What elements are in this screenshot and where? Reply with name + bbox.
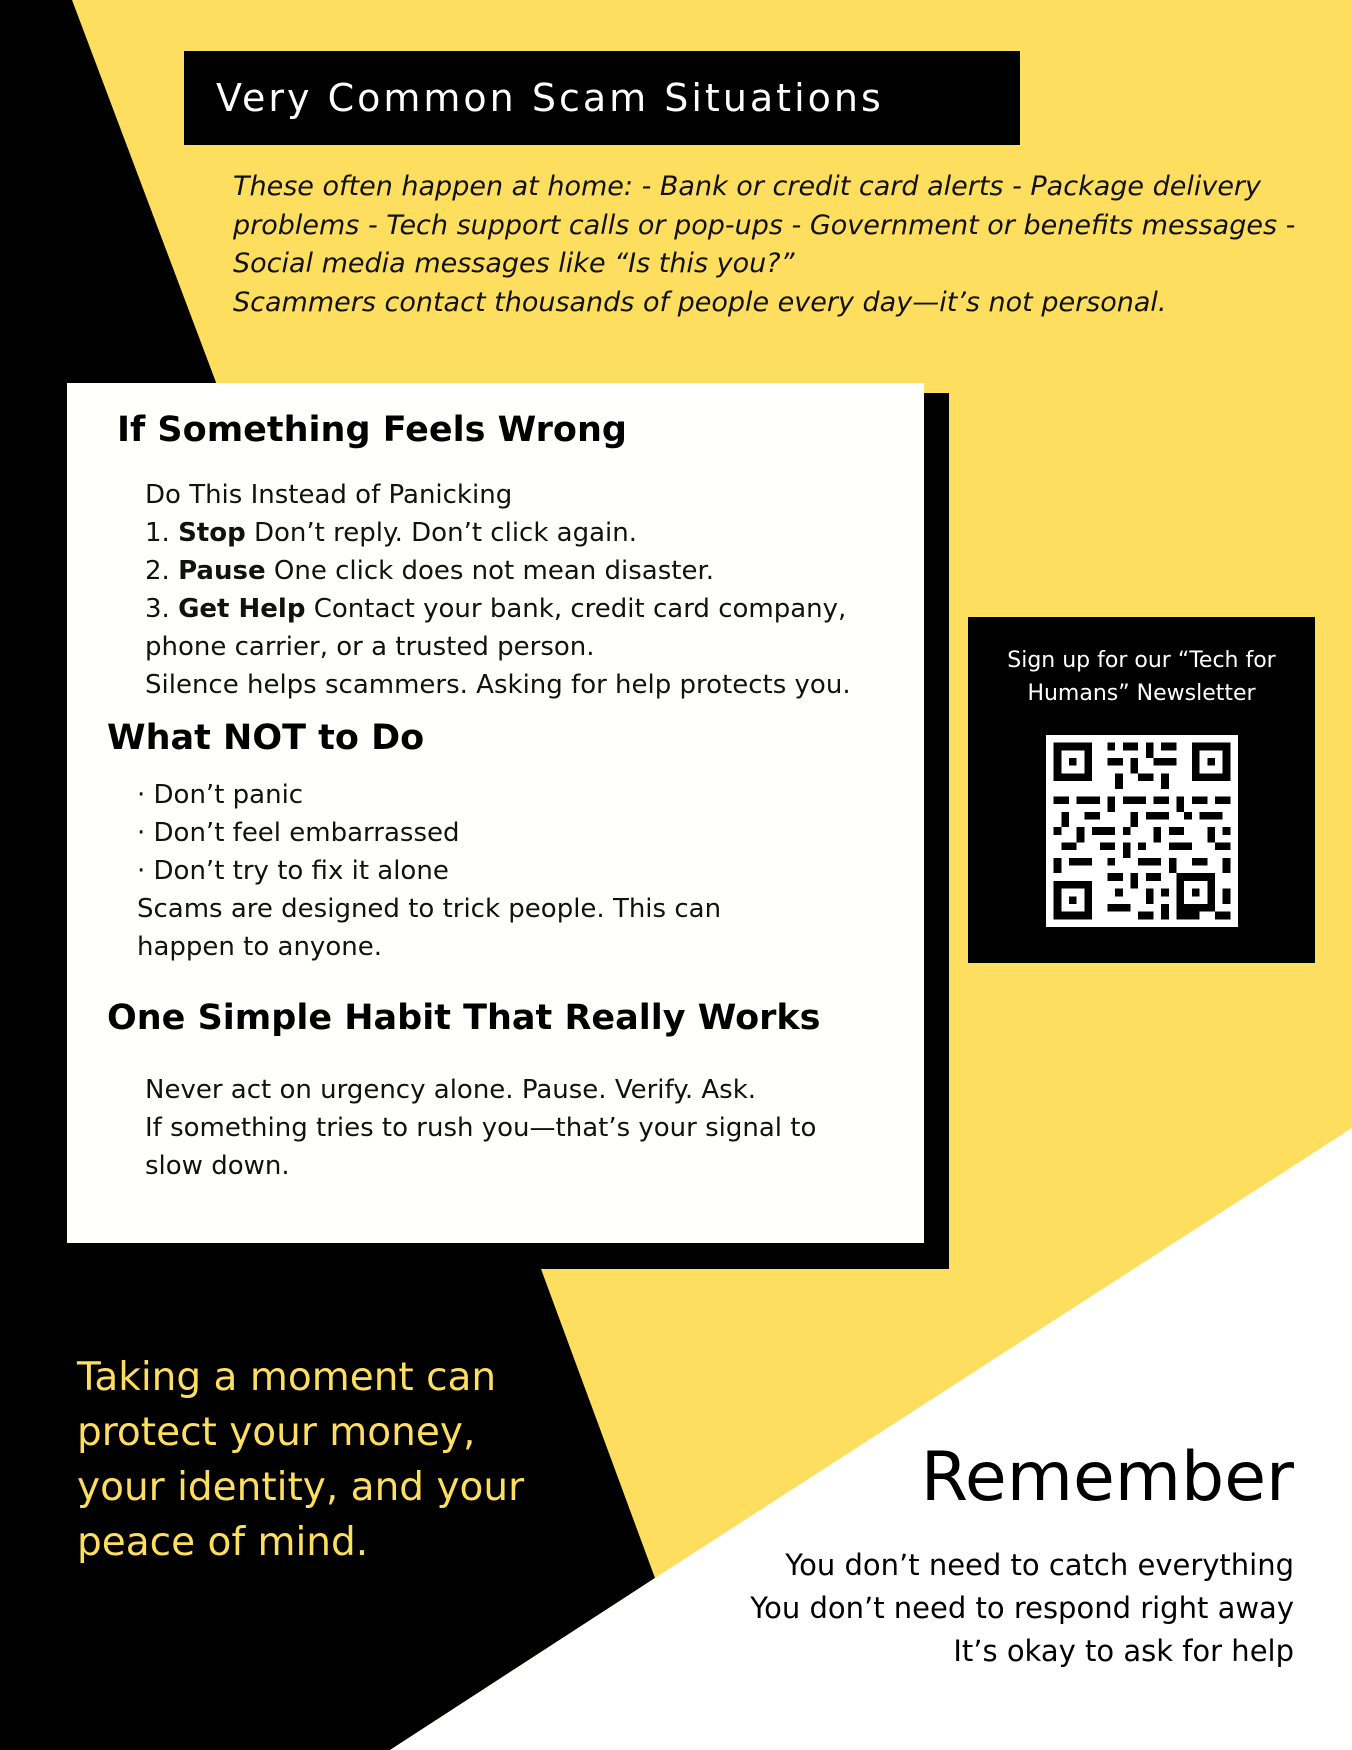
- section-closing: Scams are designed to trick people. This can: [137, 894, 722, 924]
- list-item: · Don’t try to fix it alone: [137, 856, 449, 886]
- step-item-continued: phone carrier, or a trusted person.: [145, 632, 595, 662]
- title-banner: [184, 51, 1020, 145]
- section-body-simple-habit: [145, 1071, 816, 1185]
- intro-text: [233, 168, 1313, 322]
- step-item: 2. Pause One click does not mean disaster.: [145, 556, 715, 586]
- qr-code-icon[interactable]: [1046, 735, 1238, 927]
- subheading: Do This Instead of Panicking: [145, 480, 513, 510]
- section-body-what-not: [137, 776, 721, 966]
- section-heading-what-not: What NOT to Do: [107, 718, 425, 758]
- section-closing: Silence helps scammers. Asking for help protects you.: [145, 670, 851, 700]
- intro-line: Scammers contact thousands of people every day—it’s not personal.: [233, 286, 1167, 318]
- section-body-feels-wrong: [145, 476, 851, 704]
- intro-line: Social media messages like “Is this you?”: [233, 248, 795, 279]
- remember-line: You don’t need to catch everything: [785, 1548, 1294, 1582]
- remember-list: [750, 1544, 1294, 1673]
- remember-heading: Remember: [920, 1438, 1294, 1517]
- newsletter-signup[interactable]: [968, 617, 1315, 963]
- section-closing: happen to anyone.: [137, 932, 382, 962]
- page-title: Very Common Scam Situations: [216, 76, 884, 120]
- habit-line: slow down.: [145, 1151, 290, 1181]
- advice-card: [67, 383, 924, 1243]
- remember-line: You don’t need to respond right away: [750, 1591, 1294, 1625]
- list-item: · Don’t panic: [137, 780, 304, 810]
- remember-line: It’s okay to ask for help: [953, 1634, 1294, 1668]
- step-item: 3. Get Help Contact your bank, credit card company,: [145, 594, 847, 624]
- step-item: 1. Stop Don’t reply. Don’t click again.: [145, 518, 637, 548]
- section-heading-feels-wrong: If Something Feels Wrong: [117, 410, 627, 450]
- intro-line: These often happen at home: - Bank or credit card alerts - Package delivery: [233, 171, 1262, 202]
- section-heading-simple-habit: One Simple Habit That Really Works: [107, 998, 821, 1038]
- newsletter-caption: Sign up for our “Tech for Humans” Newsletter: [1007, 648, 1276, 706]
- habit-line: Never act on urgency alone. Pause. Verify. Ask.: [145, 1075, 757, 1105]
- tagline: Taking a moment can protect your money, your identity, and your peace of mind.: [77, 1355, 525, 1565]
- habit-line: If something tries to rush you—that’s your signal to: [145, 1113, 817, 1143]
- intro-line: problems - Tech support calls or pop-ups - Government or benefits messages -: [233, 209, 1296, 241]
- list-item: · Don’t feel embarrassed: [137, 818, 460, 848]
